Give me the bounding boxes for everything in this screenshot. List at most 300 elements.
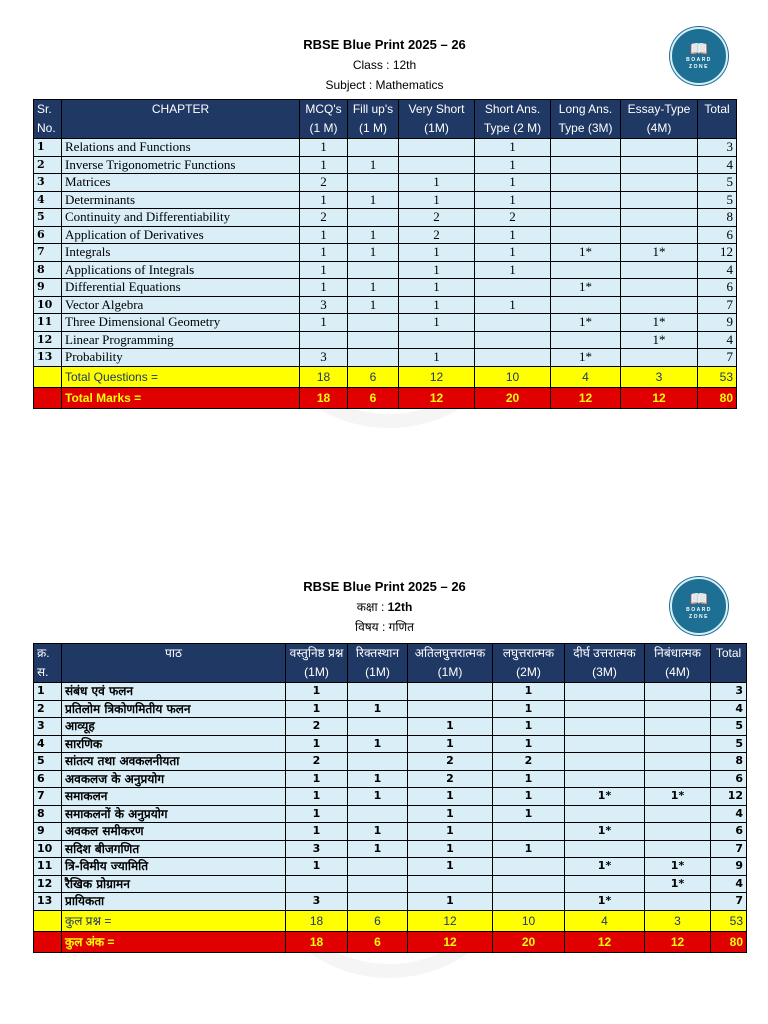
cell-fill bbox=[348, 139, 399, 157]
cell-mcq bbox=[286, 875, 348, 893]
cell-fill bbox=[348, 805, 408, 823]
chapter-name: Matrices bbox=[62, 174, 300, 192]
cell-la: 1* bbox=[565, 858, 645, 876]
column-header bbox=[565, 644, 645, 683]
column-header-line: पाठ bbox=[165, 646, 182, 660]
english-blueprint bbox=[33, 35, 736, 409]
table-row bbox=[34, 823, 747, 841]
cell-total: 4 bbox=[711, 875, 747, 893]
cell-fill: 1 bbox=[348, 840, 408, 858]
total-fill: 6 bbox=[348, 387, 399, 408]
total-essay: 3 bbox=[645, 910, 711, 931]
cell-essay bbox=[645, 700, 711, 718]
cell-la bbox=[565, 753, 645, 771]
cell-fill: 1 bbox=[348, 735, 408, 753]
cell-vs: 1 bbox=[399, 314, 475, 332]
column-header bbox=[286, 644, 348, 683]
serial-number: 5 bbox=[34, 209, 62, 227]
cell-sa: 1 bbox=[493, 700, 565, 718]
cell-essay: 1* bbox=[621, 314, 698, 332]
column-header bbox=[62, 644, 286, 683]
cell-vs: 1 bbox=[399, 191, 475, 209]
cell-mcq: 1 bbox=[300, 244, 348, 262]
column-header bbox=[551, 100, 621, 139]
cell-total: 5 bbox=[698, 174, 737, 192]
chapter-name: सांतत्य तथा अवकलनीयता bbox=[62, 753, 286, 771]
serial-number: 6 bbox=[34, 770, 62, 788]
cell-essay bbox=[645, 683, 711, 701]
total-vs: 12 bbox=[408, 931, 493, 952]
total-mcq: 18 bbox=[300, 366, 348, 387]
cell-essay: 1* bbox=[621, 244, 698, 262]
cell-essay bbox=[645, 893, 711, 911]
chapter-name: Application of Derivatives bbox=[62, 226, 300, 244]
serial-number: 10 bbox=[34, 840, 62, 858]
cell-mcq: 1 bbox=[300, 261, 348, 279]
chapter-name: Determinants bbox=[62, 191, 300, 209]
total-questions-row bbox=[34, 366, 737, 387]
column-header-line: Sr. bbox=[37, 102, 52, 116]
chapter-name: Linear Programming bbox=[62, 331, 300, 349]
total-la: 12 bbox=[551, 387, 621, 408]
cell-la bbox=[551, 261, 621, 279]
cell-mcq: 1 bbox=[286, 805, 348, 823]
serial-number: 7 bbox=[34, 788, 62, 806]
cell-vs: 1 bbox=[408, 718, 493, 736]
cell-mcq: 1 bbox=[286, 823, 348, 841]
cell-essay bbox=[621, 174, 698, 192]
cell-mcq: 3 bbox=[286, 893, 348, 911]
cell-fill bbox=[348, 349, 399, 367]
column-header-line: (3M) bbox=[592, 665, 617, 679]
cell-mcq: 1 bbox=[300, 156, 348, 174]
column-header-line: Total bbox=[704, 102, 730, 116]
chapter-name: प्रतिलोम त्रिकोणमितीय फलन bbox=[62, 700, 286, 718]
cell-essay bbox=[621, 279, 698, 297]
board-zone-logo bbox=[670, 577, 728, 635]
cell-la: 1* bbox=[551, 314, 621, 332]
cell-mcq: 3 bbox=[300, 296, 348, 314]
serial-number: 10 bbox=[34, 296, 62, 314]
table-row bbox=[34, 279, 737, 297]
cell-essay bbox=[621, 296, 698, 314]
column-header-line: No. bbox=[37, 121, 56, 135]
total-fill: 6 bbox=[348, 931, 408, 952]
cell-la: 1* bbox=[551, 349, 621, 367]
table-row bbox=[34, 858, 747, 876]
cell-fill bbox=[348, 683, 408, 701]
total-spacer bbox=[34, 387, 62, 408]
column-header-line: MCQ's bbox=[305, 102, 342, 116]
column-header-line: (2M) bbox=[516, 665, 541, 679]
cell-essay bbox=[621, 191, 698, 209]
chapter-name: सारणिक bbox=[62, 735, 286, 753]
cell-sa bbox=[493, 875, 565, 893]
serial-number: 5 bbox=[34, 753, 62, 771]
cell-total: 8 bbox=[698, 209, 737, 227]
serial-number: 4 bbox=[34, 191, 62, 209]
column-header-line: (4M) bbox=[646, 121, 672, 135]
class-line: Class : 12th bbox=[352, 58, 417, 72]
serial-number: 8 bbox=[34, 805, 62, 823]
cell-mcq: 2 bbox=[300, 174, 348, 192]
cell-sa bbox=[475, 349, 551, 367]
table-row bbox=[34, 209, 737, 227]
table-row bbox=[34, 770, 747, 788]
cell-essay: 1* bbox=[645, 875, 711, 893]
column-header bbox=[408, 644, 493, 683]
cell-mcq: 1 bbox=[286, 683, 348, 701]
total-mcq: 18 bbox=[286, 910, 348, 931]
total-vs: 12 bbox=[399, 387, 475, 408]
page-title: RBSE Blue Print 2025 – 26 bbox=[303, 579, 466, 594]
english-header bbox=[33, 35, 736, 95]
chapter-name: Three Dimensional Geometry bbox=[62, 314, 300, 332]
cell-la: 1* bbox=[551, 244, 621, 262]
column-header-line: CHAPTER bbox=[151, 102, 210, 116]
cell-la bbox=[551, 139, 621, 157]
serial-number: 9 bbox=[34, 279, 62, 297]
cell-sa bbox=[475, 279, 551, 297]
cell-essay: 1* bbox=[645, 788, 711, 806]
cell-fill: 1 bbox=[348, 279, 399, 297]
book-icon: 📖 bbox=[689, 40, 709, 58]
column-header bbox=[493, 644, 565, 683]
cell-total: 6 bbox=[698, 226, 737, 244]
table-row bbox=[34, 735, 747, 753]
cell-sa: 1 bbox=[475, 174, 551, 192]
subject-line: Subject : Mathematics bbox=[325, 78, 444, 92]
table-row bbox=[34, 226, 737, 244]
cell-vs: 1 bbox=[399, 279, 475, 297]
serial-number: 6 bbox=[34, 226, 62, 244]
column-header-line: Type (3M) bbox=[558, 121, 613, 135]
column-header bbox=[300, 100, 348, 139]
table-row bbox=[34, 893, 747, 911]
cell-fill bbox=[348, 858, 408, 876]
cell-la: 1* bbox=[551, 279, 621, 297]
serial-number: 3 bbox=[34, 174, 62, 192]
cell-mcq: 1 bbox=[300, 191, 348, 209]
cell-fill bbox=[348, 261, 399, 279]
class-value: 12th bbox=[387, 600, 413, 614]
cell-vs: 1 bbox=[408, 735, 493, 753]
cell-essay bbox=[645, 805, 711, 823]
cell-fill: 1 bbox=[348, 823, 408, 841]
chapter-name: Relations and Functions bbox=[62, 139, 300, 157]
total-sa: 20 bbox=[493, 931, 565, 952]
cell-total: 12 bbox=[711, 788, 747, 806]
cell-essay: 1* bbox=[645, 858, 711, 876]
cell-sa: 1 bbox=[475, 296, 551, 314]
cell-essay bbox=[645, 823, 711, 841]
cell-vs bbox=[408, 683, 493, 701]
cell-vs: 1 bbox=[399, 296, 475, 314]
cell-total: 5 bbox=[711, 718, 747, 736]
cell-la bbox=[565, 840, 645, 858]
chapter-name: अवकलज के अनुप्रयोग bbox=[62, 770, 286, 788]
total-label: कुल अंक = bbox=[62, 931, 286, 952]
chapter-name: Inverse Trigonometric Functions bbox=[62, 156, 300, 174]
blueprint-table bbox=[33, 643, 747, 953]
serial-number: 11 bbox=[34, 314, 62, 332]
total-essay: 12 bbox=[645, 931, 711, 952]
column-header bbox=[621, 100, 698, 139]
serial-number: 2 bbox=[34, 156, 62, 174]
cell-la: 1* bbox=[565, 893, 645, 911]
cell-sa: 1 bbox=[475, 244, 551, 262]
page-title: RBSE Blue Print 2025 – 26 bbox=[303, 37, 466, 52]
column-header bbox=[348, 100, 399, 139]
cell-total: 5 bbox=[711, 735, 747, 753]
cell-mcq: 1 bbox=[300, 139, 348, 157]
total-label: कुल प्रश्न = bbox=[62, 910, 286, 931]
cell-essay bbox=[621, 156, 698, 174]
class-line bbox=[33, 597, 736, 617]
cell-vs: 1 bbox=[399, 349, 475, 367]
cell-vs: 2 bbox=[399, 226, 475, 244]
cell-fill: 1 bbox=[348, 244, 399, 262]
serial-number: 7 bbox=[34, 244, 62, 262]
cell-mcq: 1 bbox=[286, 858, 348, 876]
cell-la bbox=[565, 700, 645, 718]
total-marks-row bbox=[34, 387, 737, 408]
cell-essay bbox=[645, 770, 711, 788]
column-header-line: अतिलघुत्तरात्मक bbox=[414, 646, 486, 660]
cell-sa: 1 bbox=[493, 735, 565, 753]
table-row bbox=[34, 314, 737, 332]
serial-number: 9 bbox=[34, 823, 62, 841]
total-fill: 6 bbox=[348, 366, 399, 387]
column-header-line: क्र. bbox=[37, 646, 50, 660]
cell-la bbox=[551, 156, 621, 174]
total-questions-row bbox=[34, 910, 747, 931]
cell-total: 6 bbox=[698, 279, 737, 297]
table-row bbox=[34, 805, 747, 823]
cell-vs: 1 bbox=[408, 840, 493, 858]
cell-la bbox=[565, 718, 645, 736]
cell-fill: 1 bbox=[348, 191, 399, 209]
table-row bbox=[34, 244, 737, 262]
cell-la bbox=[551, 331, 621, 349]
cell-sa: 2 bbox=[493, 753, 565, 771]
chapter-name: रैखिक प्रोग्रामन bbox=[62, 875, 286, 893]
chapter-name: समाकलनों के अनुप्रयोग bbox=[62, 805, 286, 823]
column-header-line: Short Ans. bbox=[484, 102, 541, 116]
total-mcq: 18 bbox=[286, 931, 348, 952]
cell-sa: 1 bbox=[475, 139, 551, 157]
cell-sa: 1 bbox=[493, 718, 565, 736]
cell-sa: 1 bbox=[493, 770, 565, 788]
cell-sa bbox=[475, 331, 551, 349]
blueprint-table bbox=[33, 99, 737, 409]
table-row bbox=[34, 156, 737, 174]
logo-text-top: BOARD bbox=[686, 56, 712, 63]
column-header bbox=[475, 100, 551, 139]
table-row bbox=[34, 261, 737, 279]
column-header-line: लघुत्तरात्मक bbox=[502, 646, 555, 660]
column-header bbox=[348, 644, 408, 683]
cell-total: 4 bbox=[711, 805, 747, 823]
cell-la bbox=[565, 735, 645, 753]
cell-essay bbox=[621, 139, 698, 157]
total-la: 12 bbox=[565, 931, 645, 952]
serial-number: 13 bbox=[34, 349, 62, 367]
chapter-name: Applications of Integrals bbox=[62, 261, 300, 279]
column-header-line: रिक्तस्थान bbox=[355, 646, 400, 660]
cell-total: 7 bbox=[698, 349, 737, 367]
total-vs: 12 bbox=[408, 910, 493, 931]
table-row bbox=[34, 191, 737, 209]
total-spacer bbox=[34, 931, 62, 952]
chapter-name: सदिश बीजगणित bbox=[62, 840, 286, 858]
cell-sa bbox=[493, 893, 565, 911]
cell-essay bbox=[645, 735, 711, 753]
cell-total: 7 bbox=[711, 893, 747, 911]
cell-mcq: 2 bbox=[300, 209, 348, 227]
cell-sa: 1 bbox=[475, 191, 551, 209]
total-essay: 3 bbox=[621, 366, 698, 387]
column-header-line: वस्तुनिष्ठ प्रश्न bbox=[289, 646, 344, 660]
cell-essay bbox=[621, 349, 698, 367]
total-label: Total Marks = bbox=[62, 387, 300, 408]
total-marks-row bbox=[34, 931, 747, 952]
cell-la: 1* bbox=[565, 823, 645, 841]
cell-vs bbox=[408, 875, 493, 893]
cell-fill: 1 bbox=[348, 700, 408, 718]
cell-vs: 2 bbox=[399, 209, 475, 227]
table-row bbox=[34, 139, 737, 157]
grand-total: 53 bbox=[698, 366, 737, 387]
cell-total: 12 bbox=[698, 244, 737, 262]
total-spacer bbox=[34, 910, 62, 931]
chapter-name: समाकलन bbox=[62, 788, 286, 806]
cell-essay bbox=[645, 718, 711, 736]
table-row bbox=[34, 349, 737, 367]
serial-number: 3 bbox=[34, 718, 62, 736]
cell-mcq: 3 bbox=[300, 349, 348, 367]
cell-mcq: 1 bbox=[300, 314, 348, 332]
cell-sa: 1 bbox=[493, 683, 565, 701]
cell-fill bbox=[348, 174, 399, 192]
cell-mcq: 1 bbox=[286, 788, 348, 806]
grand-total: 80 bbox=[711, 931, 747, 952]
grand-total: 53 bbox=[711, 910, 747, 931]
column-header-line: Total bbox=[715, 646, 742, 660]
hindi-header bbox=[33, 577, 736, 637]
column-header-line: Very Short bbox=[408, 102, 465, 116]
total-essay: 12 bbox=[621, 387, 698, 408]
cell-mcq: 3 bbox=[286, 840, 348, 858]
class-label: कक्षा : bbox=[356, 600, 388, 614]
column-header-line: Long Ans. bbox=[558, 102, 613, 116]
cell-essay bbox=[645, 840, 711, 858]
logo-text-bottom: ZONE bbox=[689, 613, 709, 620]
cell-vs: 1 bbox=[408, 858, 493, 876]
serial-number: 2 bbox=[34, 700, 62, 718]
column-header-line: (4M) bbox=[665, 665, 690, 679]
cell-vs: 1 bbox=[408, 823, 493, 841]
cell-total: 4 bbox=[698, 156, 737, 174]
cell-vs: 1 bbox=[408, 788, 493, 806]
cell-sa: 1 bbox=[493, 805, 565, 823]
cell-mcq bbox=[300, 331, 348, 349]
total-la: 4 bbox=[551, 366, 621, 387]
cell-total: 3 bbox=[698, 139, 737, 157]
cell-total: 4 bbox=[698, 261, 737, 279]
column-header-line: (1M) bbox=[365, 665, 390, 679]
total-vs: 12 bbox=[399, 366, 475, 387]
column-header-line: Essay-Type bbox=[627, 102, 691, 116]
cell-vs: 2 bbox=[408, 770, 493, 788]
cell-vs bbox=[399, 139, 475, 157]
logo-text-top: BOARD bbox=[686, 606, 712, 613]
cell-fill bbox=[348, 893, 408, 911]
cell-vs bbox=[399, 156, 475, 174]
cell-fill bbox=[348, 753, 408, 771]
cell-total: 5 bbox=[698, 191, 737, 209]
header-row bbox=[34, 644, 747, 683]
column-header-line: (1 M) bbox=[359, 121, 387, 135]
chapter-name: त्रि-विमीय ज्यामिति bbox=[62, 858, 286, 876]
cell-fill bbox=[348, 718, 408, 736]
total-sa: 20 bbox=[475, 387, 551, 408]
cell-fill: 1 bbox=[348, 226, 399, 244]
cell-sa: 1 bbox=[475, 261, 551, 279]
cell-essay: 1* bbox=[621, 331, 698, 349]
table-row bbox=[34, 331, 737, 349]
table-row bbox=[34, 174, 737, 192]
cell-sa: 1 bbox=[475, 226, 551, 244]
cell-essay bbox=[645, 753, 711, 771]
column-header-line: दीर्घ उत्तरात्मक bbox=[573, 646, 636, 660]
grand-total: 80 bbox=[698, 387, 737, 408]
chapter-name: Vector Algebra bbox=[62, 296, 300, 314]
total-sa: 10 bbox=[475, 366, 551, 387]
cell-total: 7 bbox=[698, 296, 737, 314]
cell-sa: 1 bbox=[475, 156, 551, 174]
cell-fill bbox=[348, 331, 399, 349]
cell-la bbox=[551, 209, 621, 227]
cell-la bbox=[565, 683, 645, 701]
total-label: Total Questions = bbox=[62, 366, 300, 387]
table-row bbox=[34, 296, 737, 314]
column-header-line: (1 M) bbox=[309, 121, 338, 135]
table-row bbox=[34, 700, 747, 718]
total-fill: 6 bbox=[348, 910, 408, 931]
chapter-name: Differential Equations bbox=[62, 279, 300, 297]
header-row bbox=[34, 100, 737, 139]
total-mcq: 18 bbox=[300, 387, 348, 408]
cell-vs: 1 bbox=[408, 805, 493, 823]
cell-sa bbox=[493, 823, 565, 841]
cell-total: 8 bbox=[711, 753, 747, 771]
column-header bbox=[399, 100, 475, 139]
column-header-line: Fill up's bbox=[352, 102, 394, 116]
cell-essay bbox=[621, 226, 698, 244]
cell-la: 1* bbox=[565, 788, 645, 806]
cell-mcq: 2 bbox=[286, 753, 348, 771]
cell-vs: 1 bbox=[399, 244, 475, 262]
cell-vs: 1 bbox=[399, 261, 475, 279]
serial-number: 11 bbox=[34, 858, 62, 876]
cell-sa: 1 bbox=[493, 840, 565, 858]
cell-fill bbox=[348, 875, 408, 893]
cell-la bbox=[565, 805, 645, 823]
cell-sa: 1 bbox=[493, 788, 565, 806]
serial-number: 1 bbox=[34, 683, 62, 701]
cell-la bbox=[551, 226, 621, 244]
